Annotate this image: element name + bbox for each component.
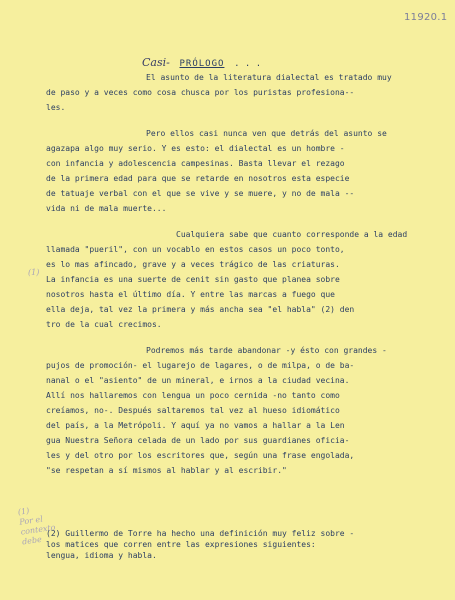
paragraph-line: llamada "pueril", con un vocablo en estos casos un poco tonto, bbox=[46, 245, 345, 254]
paragraph-line: El asunto de la literatura dialectal es tratado muy bbox=[146, 73, 392, 82]
paragraph-line: ella deja, tal vez la primera y más ancha sea "el habla" (2) den bbox=[46, 305, 355, 314]
paragraph-line: Allí nos hallaremos con lengua un poco cernida -no tanto como bbox=[46, 391, 340, 400]
paragraph-line: de la primera edad para que se retarde en nosotros esta especie bbox=[46, 174, 350, 183]
footnote-line: (2) Guillermo de Torre ha hecho una definición muy feliz sobre - bbox=[46, 529, 355, 538]
paragraph-line: con infancia y adolescencia campesinas. Basta llevar el rezago bbox=[46, 159, 345, 168]
paragraph-line: nosotros hasta el último día. Y entre las marcas a fuego que bbox=[46, 290, 335, 299]
page-title: PRÓLOGO bbox=[179, 59, 225, 69]
margin-annotation-bottom: (1) Por el contexto debe bbox=[17, 506, 56, 547]
paragraph-line: pujos de promoción- el lugarejo de lagares, o de milpa, o de ba- bbox=[46, 361, 355, 370]
footnote-line: lengua, idioma y habla. bbox=[46, 551, 157, 560]
paragraph-line: "se respetan a sí mismos al hablar y al escribir." bbox=[46, 466, 287, 475]
paragraph-line: agazapa algo muy serio. Y es esto: el dialectal es un hombre - bbox=[46, 144, 345, 153]
title-dots: . . . bbox=[234, 59, 262, 69]
paragraph-line: Podremos más tarde abandonar -y ésto con grandes - bbox=[146, 346, 387, 355]
paragraph-line: tro de la cual crecimos. bbox=[46, 320, 162, 329]
paragraph-line: les. bbox=[46, 103, 66, 112]
footnote-line: los matices que corren entre las expresiones siguientes: bbox=[46, 540, 316, 549]
title-row bbox=[142, 51, 261, 70]
paragraph-line: Pero ellos casi nunca ven que detrás del asunto se bbox=[146, 129, 387, 138]
document-body bbox=[46, 70, 421, 478]
paragraph-line: vida ni de mala muerte... bbox=[46, 204, 167, 213]
footnote bbox=[46, 528, 426, 561]
paragraph-line: les y del otro por los escritores que, según una frase engolada, bbox=[46, 451, 355, 460]
paragraph-line: es lo mas afincado, grave y a veces trágico de las criaturas. bbox=[46, 260, 340, 269]
paragraph-line: creíamos, no-. Después saltaremos tal vez al hueso idiomático bbox=[46, 406, 340, 415]
handwritten-title-prefix: Casi- bbox=[142, 56, 170, 69]
paragraph-line: de paso y a veces como cosa chusca por los puristas profesiona-- bbox=[46, 88, 355, 97]
paragraph-line: del país, a la Metrópoli. Y aquí ya no vamos a hallar a la Len bbox=[46, 421, 345, 430]
paragraph-line: Cualquiera sabe que cuanto corresponde a la edad bbox=[176, 230, 408, 239]
margin-annotation-left: (1) bbox=[28, 268, 40, 277]
paragraph-line: de tatuaje verbal con el que se vive y se muere, y no de mala -- bbox=[46, 189, 355, 198]
paragraph-line: nanal o el "asiento" de un mineral, e irnos a la ciudad vecina. bbox=[46, 376, 350, 385]
reference-number: 11920.1 bbox=[404, 12, 448, 23]
paragraph-line: gua Nuestra Señora celada de un lado por sus guardianes oficia- bbox=[46, 436, 350, 445]
paragraph-line: La infancia es una suerte de cenit sin gasto que planea sobre bbox=[46, 275, 340, 284]
